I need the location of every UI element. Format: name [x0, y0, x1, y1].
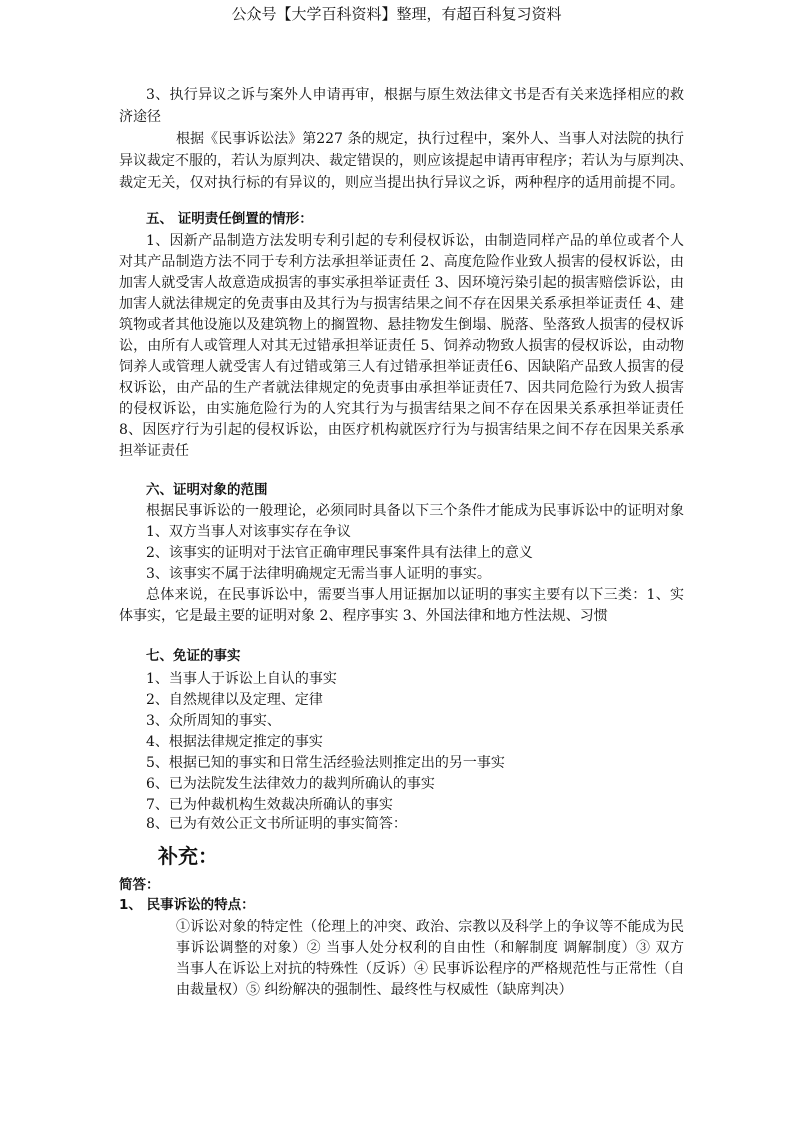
list-item: 7、已为仲裁机构生效裁决所确认的事实	[146, 797, 393, 813]
paragraph-line: 加害人就法律规定的免责事由及其行为与损害结果之间不存在因果关系承担举证责任 4、建	[119, 296, 684, 312]
section-heading: 五、 证明责任倒置的情形：	[146, 211, 313, 227]
paragraph-line: 权诉讼，由产品的生产者就法律规定的免责事由承担举证责任7、因共同危险行为致人损害	[119, 380, 684, 396]
paragraph-line: 的侵权诉讼，由实施危险行为的人究其行为与损害结果之间不存在因果关系承担举证责任	[119, 401, 684, 417]
list-item: 1、双方当事人对该事实存在争议	[146, 524, 351, 540]
question-heading: 1、 民事诉讼的特点：	[119, 897, 255, 913]
paragraph-line: 体事实，它是最主要的证明对象 2、程序事实 3、外国法律和地方性法规、习惯	[119, 608, 608, 624]
section-heading: 六、证明对象的范围	[146, 482, 268, 498]
paragraph-line: 总体来说，在民事诉讼中，需要当事人用证据加以证明的事实主要有以下三类：1、实	[146, 587, 684, 603]
paragraph-line: 筑物或者其他设施以及建筑物上的搁置物、悬挂物发生倒塌、脱落、坠落致人损害的侵权诉	[119, 317, 684, 333]
short-answer-heading: 简答：	[119, 877, 160, 893]
paragraph-line: 济途径	[119, 109, 161, 125]
paragraph-line: 加害人就受害人故意造成损害的事实承担举证责任 3、因环境污染引起的损害赔偿诉讼，由	[119, 275, 684, 291]
paragraph-line: 根据《民事诉讼法》第227 条的规定，执行过程中，案外人、当事人对法院的执行	[176, 131, 684, 147]
list-item: 4、根据法律规定推定的事实	[146, 734, 323, 750]
paragraph-line: 事诉讼调整的对象）② 当事人处分权利的自由性（和解制度 调解制度）③ 双方	[176, 940, 684, 956]
paragraph-line: 3、执行异议之诉与案外人申请再审，根据与原生效法律文书是否有关来选择相应的救	[146, 87, 684, 103]
paragraph-line: 由裁量权）⑤ 纠纷解决的强制性、最终性与权威性（缺席判决）	[176, 982, 573, 998]
paragraph-line: 担举证责任	[119, 443, 189, 459]
list-item: 3、该事实不属于法律明确规定无需当事人证明的事实。	[146, 566, 491, 582]
paragraph-line: 当事人在诉讼上对抗的特殊性（反诉）④ 民事诉讼程序的严格规范性与正常性（自	[176, 961, 685, 977]
list-item: 6、已为法院发生法律效力的裁判所确认的事实	[146, 776, 435, 792]
paragraph-line: 对其产品制造方法不同于专利方法承担举证责任 2、高度危险作业致人损害的侵权诉讼，由	[119, 254, 684, 270]
supplement-title: 补充：	[158, 844, 218, 868]
paragraph-line: 8、因医疗行为引起的侵权诉讼，由医疗机构就医疗行为与损害结果之间不存在因果关系承	[119, 422, 684, 438]
paragraph-line: 裁定无关，仅对执行标的有异议的，则应当提出执行异议之诉，两种程序的适用前提不同。	[119, 175, 684, 191]
list-item: 5、根据已知的事实和日常生活经验法则推定出的另一事实	[146, 755, 505, 771]
page-header: 公众号【大学百科资料】整理，有超百科复习资料	[231, 5, 562, 23]
list-item: 2、该事实的证明对于法官正确审理民事案件具有法律上的意义	[146, 545, 533, 561]
section-heading: 七、免证的事实	[146, 648, 241, 664]
paragraph-line: 讼，由所有人或管理人对其无过错承担举证责任 5、饲养动物致人损害的侵权诉讼，由动物	[119, 338, 684, 354]
paragraph-line: 1、因新产品制造方法发明专利引起的专利侵权诉讼，由制造同样产品的单位或者个人	[146, 233, 684, 249]
list-item: 1、当事人于诉讼上自认的事实	[146, 671, 337, 687]
paragraph-line: 饲养人或管理人就受害人有过错或第三人有过错承担举证责任6、因缺陷产品致人损害的侵	[119, 359, 684, 375]
list-item: 3、众所周知的事实、	[146, 713, 281, 729]
paragraph-line: 异议裁定不服的，若认为原判决、裁定错误的，则应该提起申请再审程序；若认为与原判决、	[119, 153, 693, 169]
list-item: 2、自然规律以及定理、定律	[146, 692, 323, 708]
paragraph-line: ①诉讼对象的特定性（伦理上的冲突、政治、宗教以及科学上的争议等不能成为民	[176, 919, 684, 935]
paragraph-line: 根据民事诉讼的一般理论，必须同时具备以下三个条件才能成为民事诉讼中的证明对象	[146, 503, 684, 519]
list-item: 8、已为有效公正文书所证明的事实简答：	[146, 816, 407, 832]
